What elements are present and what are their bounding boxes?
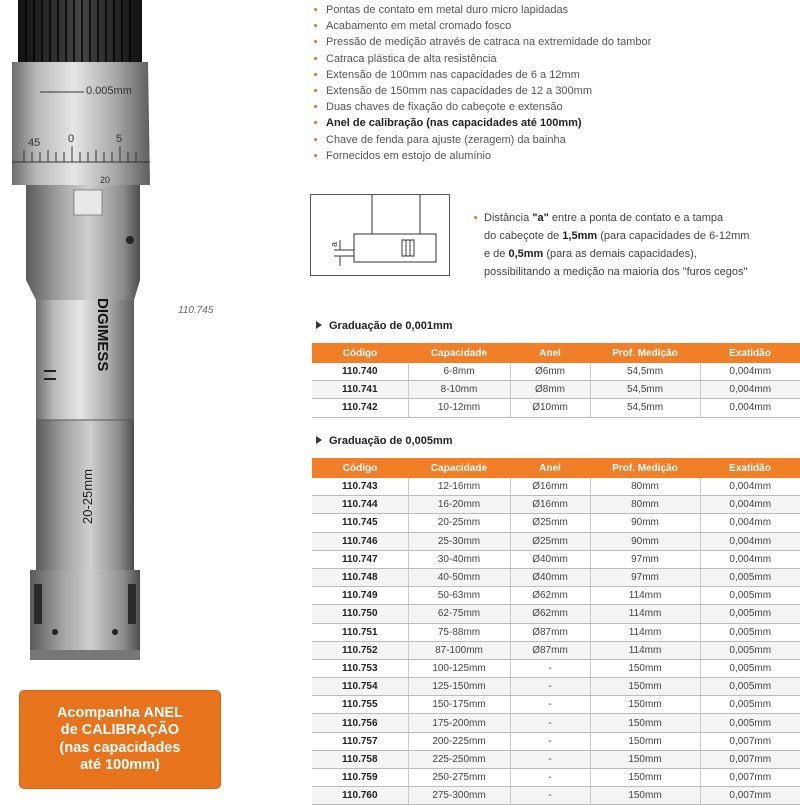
note-text: (para capacidades de 6-12mm bbox=[597, 230, 750, 242]
feature-item: Extensão de 150mm nas capacidades de 12 a 300mm bbox=[310, 83, 651, 99]
cell-codigo: 110.755 bbox=[312, 696, 408, 714]
note-text: e de bbox=[484, 248, 509, 260]
cell-exatidao: 0,007mm bbox=[700, 787, 800, 805]
cell-anel: Ø25mm bbox=[510, 532, 590, 550]
col-header-anel: Anel bbox=[510, 458, 590, 478]
cell-prof-medicao: 150mm bbox=[590, 696, 700, 714]
table-row bbox=[312, 568, 800, 586]
cell-prof-medicao: 114mm bbox=[590, 587, 700, 605]
table-row bbox=[312, 696, 800, 714]
cell-capacidade: 62-75mm bbox=[408, 605, 510, 623]
cell-prof-medicao: 150mm bbox=[590, 787, 700, 805]
thimble bbox=[12, 62, 150, 202]
cell-codigo: 110.753 bbox=[312, 659, 408, 677]
table-row bbox=[312, 399, 800, 417]
cell-capacidade: 6-8mm bbox=[408, 363, 510, 381]
cell-codigo: 110.757 bbox=[312, 732, 408, 750]
calibration-ring-callout bbox=[20, 691, 220, 788]
cell-exatidao: 0,005mm bbox=[700, 714, 800, 732]
cell-exatidao: 0,005mm bbox=[700, 659, 800, 677]
cell-anel: - bbox=[510, 769, 590, 787]
table-row bbox=[312, 478, 800, 496]
table-row bbox=[312, 641, 800, 659]
ratchet-knob bbox=[18, 0, 142, 62]
table-row bbox=[312, 363, 800, 381]
callout-line: até 100mm) bbox=[80, 757, 160, 773]
cell-anel: - bbox=[510, 659, 590, 677]
cell-prof-medicao: 150mm bbox=[590, 732, 700, 750]
feature-item: Chave de fenda para ajuste (zeragem) da bainha bbox=[310, 132, 651, 148]
cell-exatidao: 0,005mm bbox=[700, 641, 800, 659]
cell-prof-medicao: 150mm bbox=[590, 769, 700, 787]
cell-codigo: 110.750 bbox=[312, 605, 408, 623]
cell-codigo: 110.741 bbox=[312, 381, 408, 399]
table-row bbox=[312, 750, 800, 768]
cell-anel: Ø87mm bbox=[510, 623, 590, 641]
feature-item: Fornecidos em estojo de alumínio bbox=[310, 148, 651, 164]
cell-capacidade: 200-225mm bbox=[408, 732, 510, 750]
col-header-exatidao: Exatidão bbox=[700, 458, 800, 478]
cell-exatidao: 0,005mm bbox=[700, 568, 800, 586]
table1-title: Graduação de 0,001mm bbox=[316, 320, 453, 332]
cell-exatidao: 0,004mm bbox=[700, 532, 800, 550]
cell-exatidao: 0,004mm bbox=[700, 363, 800, 381]
cell-anel: - bbox=[510, 696, 590, 714]
table-row bbox=[312, 514, 800, 532]
note-text: entre a ponta de contato e a tampa bbox=[548, 212, 724, 224]
brand-logo: DIGIMESS bbox=[94, 298, 111, 372]
table-row bbox=[312, 769, 800, 787]
feature-item: Extensão de 100mm nas capacidades de 6 a 12mm bbox=[310, 67, 651, 83]
cell-prof-medicao: 114mm bbox=[590, 605, 700, 623]
table-row bbox=[312, 787, 800, 805]
cell-anel: Ø40mm bbox=[510, 568, 590, 586]
cell-anel: Ø16mm bbox=[510, 496, 590, 514]
cell-codigo: 110.746 bbox=[312, 532, 408, 550]
cell-codigo: 110.748 bbox=[312, 568, 408, 586]
table-row bbox=[312, 550, 800, 568]
cell-capacidade: 40-50mm bbox=[408, 568, 510, 586]
table-row bbox=[312, 496, 800, 514]
table-row bbox=[312, 623, 800, 641]
cell-exatidao: 0,004mm bbox=[700, 399, 800, 417]
cell-codigo: 110.744 bbox=[312, 496, 408, 514]
cell-codigo: 110.742 bbox=[312, 399, 408, 417]
cell-codigo: 110.745 bbox=[312, 514, 408, 532]
cell-anel: Ø25mm bbox=[510, 514, 590, 532]
cell-exatidao: 0,005mm bbox=[700, 696, 800, 714]
cell-exatidao: 0,007mm bbox=[700, 769, 800, 787]
table1-body bbox=[312, 363, 800, 417]
cell-anel: Ø62mm bbox=[510, 587, 590, 605]
note-text: Distância bbox=[484, 212, 533, 224]
cell-exatidao: 0,004mm bbox=[700, 381, 800, 399]
table-row bbox=[312, 381, 800, 399]
cell-prof-medicao: 90mm bbox=[590, 514, 700, 532]
col-header-anel: Anel bbox=[510, 343, 590, 363]
cell-capacidade: 30-40mm bbox=[408, 550, 510, 568]
spec-table-0005 bbox=[312, 458, 800, 805]
cell-prof-medicao: 114mm bbox=[590, 623, 700, 641]
cell-anel: Ø6mm bbox=[510, 363, 590, 381]
lock-screw bbox=[126, 236, 134, 244]
cell-anel: Ø62mm bbox=[510, 605, 590, 623]
cell-exatidao: 0,005mm bbox=[700, 605, 800, 623]
cell-prof-medicao: 80mm bbox=[590, 478, 700, 496]
micrometer-illustration bbox=[0, 0, 170, 690]
cell-prof-medicao: 54,5mm bbox=[590, 363, 700, 381]
table-header-row bbox=[312, 458, 800, 478]
note-value-2: 0,5mm bbox=[508, 248, 544, 260]
cell-codigo: 110.743 bbox=[312, 478, 408, 496]
cell-codigo: 110.740 bbox=[312, 363, 408, 381]
callout-line: (nas capacidades bbox=[59, 739, 181, 756]
cell-codigo: 110.758 bbox=[312, 750, 408, 768]
cell-prof-medicao: 54,5mm bbox=[590, 381, 700, 399]
cell-capacidade: 12-16mm bbox=[408, 478, 510, 496]
cell-codigo: 110.754 bbox=[312, 678, 408, 696]
cell-prof-medicao: 150mm bbox=[590, 678, 700, 696]
table-row bbox=[312, 678, 800, 696]
cell-prof-medicao: 90mm bbox=[590, 532, 700, 550]
range-label: 20-25mm bbox=[80, 469, 95, 524]
cell-prof-medicao: 80mm bbox=[590, 496, 700, 514]
cell-capacidade: 175-200mm bbox=[408, 714, 510, 732]
cell-anel: - bbox=[510, 714, 590, 732]
note-text: (para as demais capacidades), bbox=[543, 248, 697, 260]
cell-anel: - bbox=[510, 787, 590, 805]
cell-exatidao: 0,005mm bbox=[700, 678, 800, 696]
cell-prof-medicao: 150mm bbox=[590, 750, 700, 768]
product-code-label: 110.745 bbox=[178, 305, 214, 316]
cell-exatidao: 0,007mm bbox=[700, 732, 800, 750]
cell-capacidade: 25-30mm bbox=[408, 532, 510, 550]
col-header-capacidade: Capacidade bbox=[408, 343, 510, 363]
blind-hole-note bbox=[470, 209, 749, 281]
col-header-codigo: Código bbox=[312, 343, 408, 363]
table-row bbox=[312, 659, 800, 677]
cell-exatidao: 0,004mm bbox=[700, 496, 800, 514]
cell-capacidade: 150-175mm bbox=[408, 696, 510, 714]
cell-capacidade: 8-10mm bbox=[408, 381, 510, 399]
col-header-capacidade: Capacidade bbox=[408, 458, 510, 478]
features-list bbox=[310, 2, 651, 164]
thimble-tick-0: 0 bbox=[68, 133, 75, 145]
cell-anel: - bbox=[510, 732, 590, 750]
measuring-head bbox=[30, 570, 140, 660]
feature-item: Acabamento em metal cromado fosco bbox=[310, 18, 651, 34]
feature-item: Pressão de medição através de catraca na extremidade do tambor bbox=[310, 34, 651, 50]
cell-exatidao: 0,005mm bbox=[700, 587, 800, 605]
cell-codigo: 110.749 bbox=[312, 587, 408, 605]
cell-anel: Ø40mm bbox=[510, 550, 590, 568]
cell-prof-medicao: 97mm bbox=[590, 550, 700, 568]
cell-codigo: 110.747 bbox=[312, 550, 408, 568]
contact-distance-diagram bbox=[310, 194, 450, 276]
thimble-tick-45: 45 bbox=[28, 137, 41, 149]
thimble-graduation-label: 0.005mm bbox=[86, 85, 132, 97]
note-text: do cabeçote de bbox=[484, 230, 563, 242]
cell-prof-medicao: 54,5mm bbox=[590, 399, 700, 417]
cell-capacidade: 250-275mm bbox=[408, 769, 510, 787]
table-header-row bbox=[312, 343, 800, 363]
cell-exatidao: 0,007mm bbox=[700, 750, 800, 768]
cell-codigo: 110.756 bbox=[312, 714, 408, 732]
cell-exatidao: 0,005mm bbox=[700, 623, 800, 641]
cell-capacidade: 10-12mm bbox=[408, 399, 510, 417]
table2-body bbox=[312, 478, 800, 805]
cell-capacidade: 20-25mm bbox=[408, 514, 510, 532]
note-a-symbol: "a" bbox=[532, 212, 549, 224]
col-header-exatidao: Exatidão bbox=[700, 343, 800, 363]
cell-anel: Ø10mm bbox=[510, 399, 590, 417]
cell-capacidade: 275-300mm bbox=[408, 787, 510, 805]
feature-item: Catraca plástica de alta resistência bbox=[310, 51, 651, 67]
callout-line: Acompanha ANEL bbox=[57, 704, 183, 721]
cell-capacidade: 50-63mm bbox=[408, 587, 510, 605]
cell-capacidade: 16-20mm bbox=[408, 496, 510, 514]
cell-codigo: 110.760 bbox=[312, 787, 408, 805]
distance-a-label: a bbox=[329, 241, 339, 247]
cell-capacidade: 225-250mm bbox=[408, 750, 510, 768]
table-row bbox=[312, 732, 800, 750]
table-row bbox=[312, 605, 800, 623]
table2-title: Graduação de 0,005mm bbox=[316, 435, 453, 447]
table-row bbox=[312, 532, 800, 550]
col-header-prof-medicao: Prof. Medição bbox=[590, 458, 700, 478]
table-row bbox=[312, 714, 800, 732]
cell-prof-medicao: 150mm bbox=[590, 714, 700, 732]
table-row bbox=[312, 587, 800, 605]
note-value-1: 1,5mm bbox=[562, 230, 598, 242]
cell-anel: Ø87mm bbox=[510, 641, 590, 659]
cell-exatidao: 0,004mm bbox=[700, 514, 800, 532]
cell-codigo: 110.752 bbox=[312, 641, 408, 659]
cell-anel: - bbox=[510, 750, 590, 768]
cell-capacidade: 100-125mm bbox=[408, 659, 510, 677]
cell-capacidade: 87-100mm bbox=[408, 641, 510, 659]
cell-anel: - bbox=[510, 678, 590, 696]
cell-capacidade: 125-150mm bbox=[408, 678, 510, 696]
cell-codigo: 110.759 bbox=[312, 769, 408, 787]
cell-anel: Ø8mm bbox=[510, 381, 590, 399]
cell-prof-medicao: 150mm bbox=[590, 659, 700, 677]
note-text: possibilitando a medição na maioria dos "furos cegos" bbox=[484, 266, 748, 278]
cell-exatidao: 0,004mm bbox=[700, 478, 800, 496]
cell-exatidao: 0,004mm bbox=[700, 550, 800, 568]
thimble-tick-5: 5 bbox=[116, 133, 123, 145]
feature-item: Duas chaves de fixação do cabeçote e extensão bbox=[310, 99, 651, 115]
cell-prof-medicao: 114mm bbox=[590, 641, 700, 659]
cell-anel: Ø16mm bbox=[510, 478, 590, 496]
cell-prof-medicao: 97mm bbox=[590, 568, 700, 586]
cell-codigo: 110.751 bbox=[312, 623, 408, 641]
feature-item: Pontas de contato em metal duro micro lapidadas bbox=[310, 2, 651, 18]
col-header-prof-medicao: Prof. Medição bbox=[590, 343, 700, 363]
spec-table-0001 bbox=[312, 343, 800, 418]
cell-capacidade: 75-88mm bbox=[408, 623, 510, 641]
col-header-codigo: Código bbox=[312, 458, 408, 478]
callout-line: de CALIBRAÇÃO bbox=[60, 722, 180, 738]
feature-item-highlight: Anel de calibração (nas capacidades até 100mm) bbox=[310, 115, 651, 131]
micrometer-body bbox=[26, 280, 140, 570]
sleeve-tick-20: 20 bbox=[100, 175, 111, 185]
